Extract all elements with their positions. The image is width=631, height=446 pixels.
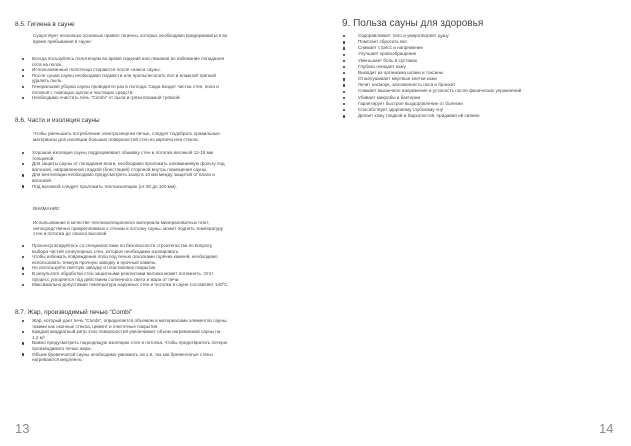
list-item-line: Для вентиляции необходимо предусмотреть зазор в 10 мм между защитой от влаги и (32, 172, 215, 178)
list-item-line: толщиной. (32, 155, 55, 161)
list-item-line: процесс ускоряется под действием солнечного света и жара от печи. (32, 276, 180, 282)
list-item-line: 1,2 м³. (32, 334, 46, 340)
list-item-line: Глубоко очищает кожу (358, 63, 406, 69)
list-item-line: Снимает мышечное напряжение и усталость после физических упражнений (358, 88, 522, 94)
health-benefits-list (340, 33, 521, 119)
attention-text (33, 220, 223, 237)
list-item-line: Генеральная уборка сауны проводится раз в полгода. Сюда входит чистка стен, пола и (32, 83, 219, 89)
list-item (20, 352, 227, 363)
list-item (20, 340, 227, 351)
insulation-list (20, 150, 225, 189)
page-number-left: 13 (15, 421, 30, 436)
list-item (20, 329, 227, 340)
list-item (340, 113, 521, 119)
list-item-line: вагонкой, направленной гладкой (блестящей) стороной внутрь помещения сауны. (32, 166, 208, 172)
hygiene-intro (33, 33, 227, 44)
list-item-line: производимого печью жара. (32, 345, 92, 351)
attention-line: стен и потолка до опасно высокой. (33, 231, 108, 237)
section-heading-hygiene: 8.5. Гигиена в сауне (15, 21, 75, 28)
list-item-line: После сушки сауны необходимо подмести или пропылесосить пол и влажной тряпкой (32, 72, 216, 78)
list-item-line: Выводит из организма шлаки и токсины (358, 69, 444, 75)
hygiene-intro-line: время пребывания в сауне: (33, 38, 92, 44)
list-item-line: Оздоравливает тело и умиротворяет душу (358, 33, 449, 38)
list-item-line: Способствует здоровому глубокому сну (358, 106, 444, 112)
list-item-line: Всегда пользуйтесь полотенцем во время сидения или лежания во избежание попадания (32, 56, 225, 61)
insulation-list-2 (20, 243, 229, 288)
list-item-line: Снимает стресс и напряжение (358, 45, 423, 51)
list-item (20, 84, 224, 95)
attention-line: Использование в качестве теплоизоляционного материала минераловатных плит, (33, 220, 209, 225)
list-item-line: Использованные полотенца стираются после сеанса сауны. (32, 67, 161, 73)
list-item-line: Убивает микробы и бактерии (358, 94, 421, 100)
list-item-line: Делает кожу гладкой и бархатистой, придавая ей сияние (358, 113, 480, 119)
list-item-line: Необходимо очистить печь “Combi” от пыли и грязи влажной тряпкой. (32, 95, 181, 101)
list-item (20, 95, 224, 101)
hygiene-intro-line: Существует несколько основных правил гигиены, которых необходимо придерживаться во (33, 33, 228, 38)
list-item-line: Лечит насморк, заложенность носа и бронхит (358, 82, 456, 88)
list-item (20, 161, 225, 172)
list-item-line: Улучшает кровообращение (358, 51, 417, 57)
list-item-line: Максимально допустимая температура наружных стен и потолка в сауне составляет 140ºС. (32, 282, 229, 288)
list-item-line: такими как оконные стекла, цемент и плиточные покрытия. (32, 323, 159, 329)
list-item (20, 271, 229, 282)
list-item (20, 254, 229, 265)
list-item-line: Уменьшает боль в суставах (358, 57, 418, 63)
list-item-line: Хорошая изоляция сауны подразумевает обшивку стен и потолка вагонкой 12-15 мм (32, 150, 214, 155)
insulation-intro-line: материалы для изоляции больших поверхностей стен из кирпича или стекла. (33, 136, 199, 142)
list-item (20, 318, 227, 329)
section-heading-insulation: 8.6. Части и изоляция сауны (15, 117, 100, 124)
list-item (20, 56, 224, 67)
list-item (20, 243, 229, 254)
attention-line: непосредственно прикрепляемых к стенам и потолку сауны, может поднять температуру (33, 225, 224, 231)
list-item-line: удалить пыль. (32, 78, 63, 84)
hygiene-list (20, 56, 224, 101)
list-item-line: Помогает сбросить вес (358, 39, 408, 45)
list-item (20, 172, 225, 183)
list-item-line: полоков с помощью щетки и чистящих средств. (32, 89, 134, 95)
heat-list (20, 318, 227, 363)
list-item-line: вагонкой. (32, 177, 53, 183)
insulation-intro-line: Чтобы уменьшить потребление электроэнергии печью, следует подобрать правильные (33, 131, 220, 136)
list-item-line: Под вагонкой следует проложить теплоизоляцию (от 50 до 100 мм). (32, 183, 177, 189)
list-item-line: Проконсультируйтесь со специалистами по безопасности строительства по вопросу (32, 243, 213, 248)
list-item (20, 150, 225, 161)
list-item-line: Жар, который дает печь “Combi”, определяется объемом и материалами элементов сауны, (32, 318, 228, 323)
list-item-line: Отшелушивает мертвые клетки кожи (358, 76, 437, 82)
list-item-line: Гарантирует быстрое выздоровление от болезни (358, 100, 463, 106)
list-item-line: Для защиты сауны от попадания влаги, необходимо проложить алюминиевую фольгу под (32, 161, 225, 167)
list-item-line: Не используйте светлую заводку и пластиковое покрытие. (32, 265, 157, 271)
list-item-line: Объем бревенчатой сауны необходимо умножить на 1,5, так как бревенчатые стены (32, 351, 213, 357)
list-item-line: нагреваются медленно. (32, 357, 83, 363)
attention-title: ВНИМАНИЕ: (33, 206, 61, 211)
list-item (20, 73, 224, 84)
list-item-line: В результате обработки стен защитными реагентами вагонка может потемнеть. Этот (32, 270, 214, 276)
list-item-line: Каждый квадратный метр этих поверхностей увеличивает объем нагреваемой сауны на (32, 329, 221, 335)
section-heading-heat: 8.7. Жар, производимый печью “Combi” (15, 309, 133, 316)
section-heading-health: 9. Польза сауны для здоровья (342, 18, 484, 29)
insulation-intro (33, 131, 220, 142)
list-item-line: выбора частей огнеупорных стен, которые необходимо изолировать. (32, 248, 180, 254)
list-item-line: Важно предусмотреть подходящую изоляцию стен и потолка, чтобы предотвратить потерю (32, 340, 228, 346)
right-page (316, 0, 631, 446)
list-item-line: использовать темную прочную заводку и прочный камень. (32, 259, 157, 265)
page-number-right: 14 (599, 421, 614, 436)
list-item-line: пота на полок. (32, 61, 63, 67)
list-item (20, 282, 229, 288)
list-item (20, 184, 225, 190)
list-item-line: Чтобы избежать повреждения пола под печью осколками горячих камней, необходимо (32, 254, 218, 260)
